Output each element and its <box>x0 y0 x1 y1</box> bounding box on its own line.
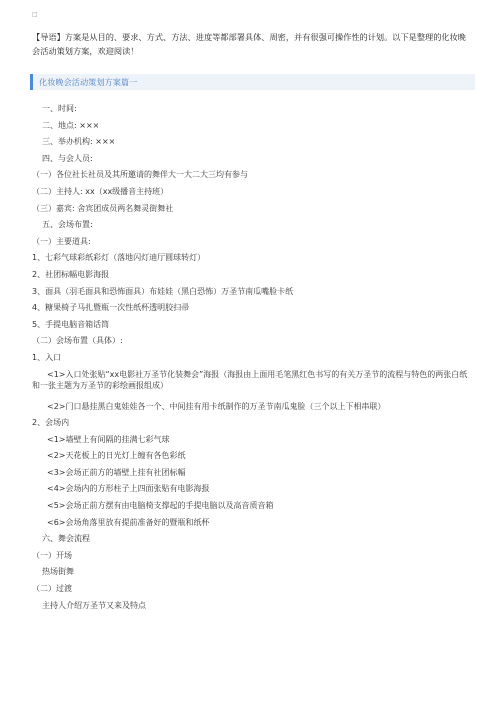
section-title: 化妆晚会活动策划方案篇一 <box>30 74 475 90</box>
line-venue: 五、会场布置: <box>42 220 93 230</box>
line-participants-1: （一）各位社长社员及其所邀请的舞伴大一大二大三均有参与 <box>32 170 248 180</box>
line-hall-3: <3>会场正前方的墙壁上挂有社团标幅 <box>47 467 186 477</box>
line-hall-5: <5>会场正前方摆有由电脑椅支撑起的手提电脑以及高音质音箱 <box>47 501 274 511</box>
line-prop-2: 2、社团标幅电影海报 <box>32 269 110 279</box>
line-entrance: 1、入口 <box>32 352 62 362</box>
line-hall-1: <1>墙壁上有间隔的挂满七彩气球 <box>47 434 170 444</box>
line-layout-heading: （二）会场布置（具体）: <box>32 336 123 346</box>
line-hall: 2、会场内 <box>32 418 70 428</box>
line-prop-5: 5、手提电脑音箱话筒 <box>32 319 110 329</box>
line-opening-dance: 热场街舞 <box>42 567 74 577</box>
line-entrance-1: <1>入口处张贴“xx电影社万圣节化装舞会”海报（海报由上面用毛笔黑红色书写的有关万圣节的流程与特色的两张白纸和一张主题为万圣节的彩绘画报组成） <box>32 369 468 390</box>
line-guests: （三）嘉宾: 舍宾团成员两名舞灵街舞社 <box>32 203 174 213</box>
line-location: 二、地点: ××× <box>42 120 100 130</box>
line-prop-3: 3、面具（羽毛面具和恐怖面具）布娃娃（黑白恐怖）万圣节南瓜嘴脸卡纸 <box>32 286 294 296</box>
line-organizer: 三、举办机构: ××× <box>42 137 116 147</box>
intro-paragraph: 【导语】方案是从目的、要求、方式、方法、进度等都部署具体、周密，并有很强可操作性的计划。以下是整理的化妆晚会活动策划方案，欢迎阅读！ <box>32 32 466 56</box>
line-hall-2: <2>天花板上的日光灯上缠有各色彩纸 <box>47 451 186 461</box>
corner-mark: □ <box>32 11 38 18</box>
line-entrance-2: <2>门口悬挂黑白鬼娃娃各一个、中间挂有用卡纸制作的万圣节南瓜鬼脸（三个以上下相串联） <box>47 401 386 411</box>
line-hall-4: <4>会场内的方形柱子上四面张贴有电影海报 <box>47 484 210 494</box>
line-opening: （一）开场 <box>32 550 72 560</box>
line-prop-4: 4、糖果椅子马扎暨瓶一次性纸杯透明胶扫帚 <box>32 303 190 313</box>
line-flow: 六、舞会流程 <box>42 534 90 544</box>
article-body <box>32 99 474 612</box>
line-participants: 四、与会人员: <box>42 153 93 163</box>
line-hall-6: <6>会场角落里放有提前准备好的暨瓶和纸杯 <box>47 517 210 527</box>
line-prop-1: 1、七彩气球彩纸彩灯（落地闪灯迪厅圆球转灯） <box>32 253 206 263</box>
line-props-heading: （一）主要道具: <box>32 236 91 246</box>
line-time: 一、时间: <box>42 104 77 113</box>
line-transition: （二）过渡 <box>32 584 72 594</box>
line-transition-intro: 主持人介绍万圣节又来及特点 <box>42 600 146 610</box>
line-host: （二）主持人: xx（xx级播音主持班） <box>32 186 169 196</box>
